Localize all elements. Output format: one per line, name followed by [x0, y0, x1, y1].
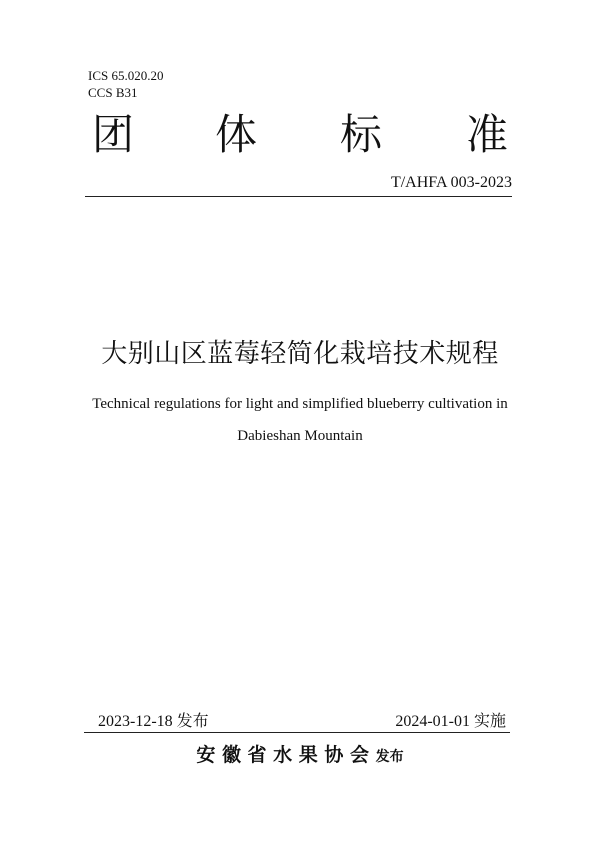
- standard-type-char-2: 体: [215, 110, 258, 159]
- publisher-suffix: 发布: [375, 749, 404, 765]
- standard-type-char-3: 标: [340, 110, 383, 159]
- issue-date: 2023-12-18: [98, 713, 173, 730]
- ics-code: ICS 65.020.20: [88, 68, 164, 83]
- publisher-name: 安 徽 省 水 果 协 会: [196, 744, 370, 766]
- document-title-cn: 大别山区蓝莓轻简化栽培技术规程: [101, 339, 499, 369]
- issue-label: 发布: [176, 713, 209, 730]
- document-title-en-line1: Technical regulations for light and simplified blueberry cultivation in: [92, 396, 508, 412]
- publisher-block: [0, 740, 600, 767]
- standard-code: T/AHFA 003-2023: [390, 174, 512, 191]
- standard-type-char-1: 团: [92, 110, 135, 159]
- header-divider: [85, 196, 512, 197]
- implement-date: 2024-01-01: [395, 713, 470, 730]
- issue-date-block: [98, 708, 209, 731]
- ccs-code: CCS B31: [88, 85, 138, 100]
- implement-label: 实施: [473, 713, 506, 730]
- standard-type-char-4: 准: [466, 110, 509, 159]
- implement-date-block: [395, 708, 506, 731]
- footer-divider: [84, 732, 510, 733]
- document-title-en-line2: Dabieshan Mountain: [237, 428, 363, 444]
